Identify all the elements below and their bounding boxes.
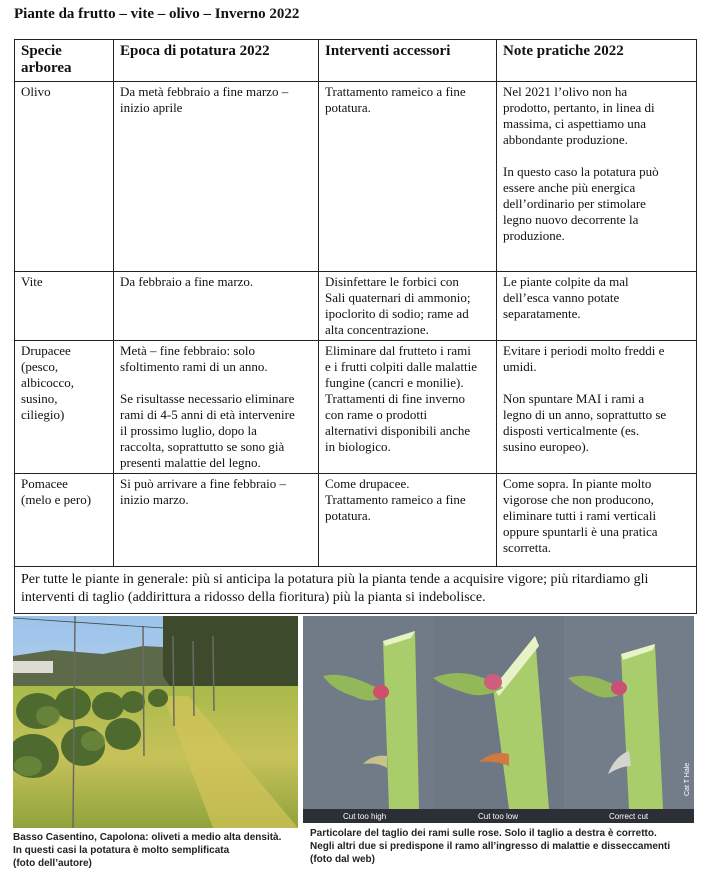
rose-label-cut-too-high: Cut too high bbox=[343, 812, 387, 821]
table-header-row bbox=[15, 40, 697, 82]
cell-note: Nel 2021 l’olivo non ha prodotto, pertanto, in linea di massima, ci aspettiamo una abbondante produzione. In questo caso la potatura può essere anche più energica dell’ordinario per stimolare legno nuovo decorrente la produzione. bbox=[497, 82, 697, 272]
cell-interventi: Come drupacee. Trattamento rameico a fine potatura. bbox=[319, 474, 497, 567]
rose-photo-caption: Particolare del taglio dei rami sulle rose. Solo il taglio a destra è corretto. Negli altri due si predispone il ramo all’ingresso di malattie e disseccamenti (foto dal web) bbox=[310, 828, 671, 865]
rose-label-cut-too-low: Cut too low bbox=[478, 812, 519, 821]
cell-specie: Vite bbox=[15, 272, 114, 341]
cell-epoca: Si può arrivare a fine febbraio – inizio marzo. bbox=[114, 474, 319, 567]
table-row-pomacee bbox=[15, 474, 697, 567]
olive-photo-caption: Basso Casentino, Capolona: oliveti a medio alta densità. In questi casi la potatura è molto semplificata (foto dell’autore) bbox=[13, 832, 282, 869]
cell-specie: Drupacee (pesco, albicocco, susino, ciliegio) bbox=[15, 341, 114, 474]
table-row-vite bbox=[15, 272, 697, 341]
header-epoca: Epoca di potatura 2022 bbox=[114, 40, 319, 82]
cell-specie: Pomacee (melo e pero) bbox=[15, 474, 114, 567]
table-row-olivo bbox=[15, 82, 697, 272]
cell-epoca: Da febbraio a fine marzo. bbox=[114, 272, 319, 341]
cell-interventi: Trattamento rameico a fine potatura. bbox=[319, 82, 497, 272]
header-specie: Specie arborea bbox=[15, 40, 114, 82]
page-title: Piante da frutto – vite – olivo – Inverno 2022 bbox=[14, 6, 300, 22]
rose-cuts-photo bbox=[303, 616, 694, 823]
header-note: Note pratiche 2022 bbox=[497, 40, 697, 82]
cell-interventi: Eliminare dal frutteto i rami e i frutti colpiti dalle malattie fungine (cancri e monilie). Trattamenti di fine inverno con rame o prodotti alternativi disponibili anche in biologico. bbox=[319, 341, 497, 474]
general-note: Per tutte le piante in generale: più si anticipa la potatura più la pianta tende a acquisire vigore; più ritardiamo gli interventi di taglio (addirittura a ridosso della fioritura) più la pianta si indebolisce. bbox=[15, 567, 697, 614]
rose-label-correct-cut: Correct cut bbox=[609, 812, 649, 821]
cell-epoca: Metà – fine febbraio: solo sfoltimento rami di un anno. Se risultasse necessario eliminare rami di 4-5 anni di età intervenire il prossimo luglio, dopo la raccolta, soprattutto se sono già presenti malattie del legno. bbox=[114, 341, 319, 474]
table-footer-row bbox=[15, 567, 697, 614]
cell-note: Come sopra. In piante molto vigorose che non producono, eliminare tutti i rami verticali oppure spuntarli è una pratica scorretta. bbox=[497, 474, 697, 567]
pruning-table bbox=[14, 39, 697, 614]
header-interventi: Interventi accessori bbox=[319, 40, 497, 82]
cell-epoca: Da metà febbraio a fine marzo – inizio aprile bbox=[114, 82, 319, 272]
table-row-drupacee bbox=[15, 341, 697, 474]
photo-credit: Cat T Hale bbox=[684, 762, 691, 796]
cell-interventi: Disinfettare le forbici con Sali quaternari di ammonio; ipoclorito di sodio; rame ad alta concentrazione. bbox=[319, 272, 497, 341]
olive-grove-photo bbox=[13, 616, 298, 828]
cell-specie: Olivo bbox=[15, 82, 114, 272]
cell-note: Evitare i periodi molto freddi e umidi. Non spuntare MAI i rami a legno di un anno, soprattutto se disposti verticalmente (es. susino europeo). bbox=[497, 341, 697, 474]
cell-note: Le piante colpite da mal dell’esca vanno potate separatamente. bbox=[497, 272, 697, 341]
